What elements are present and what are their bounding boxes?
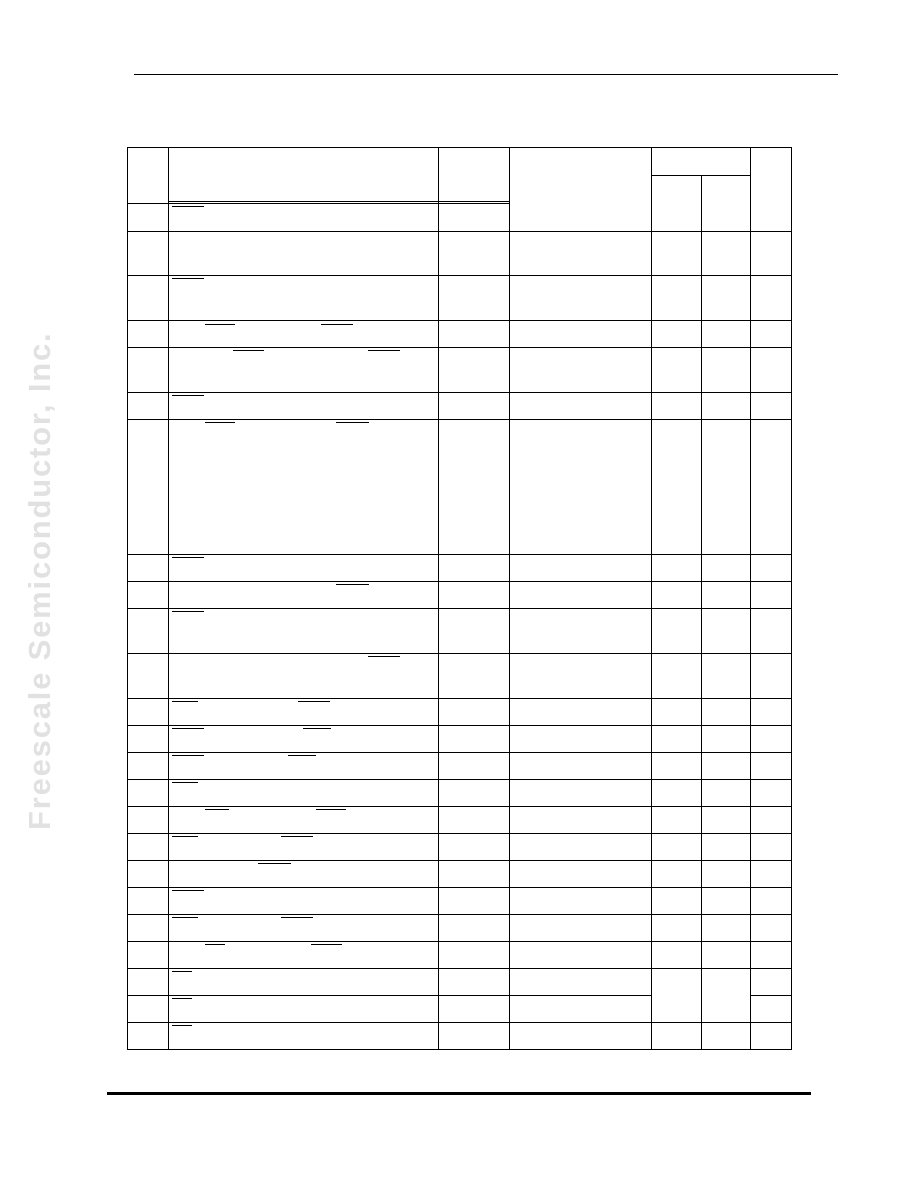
table-row-border [127, 608, 792, 609]
footer-rule [107, 1092, 811, 1095]
table-row-border [127, 725, 792, 726]
overbar-mark [281, 917, 313, 918]
table-column-border [701, 175, 702, 1050]
table-row-border [127, 392, 792, 393]
overbar-mark [172, 611, 204, 612]
spec-table [127, 147, 791, 1049]
table-row-border [127, 581, 792, 582]
table-row-border [127, 968, 792, 969]
overbar-mark [172, 278, 204, 279]
overbar-mark [298, 701, 330, 702]
table-row-border [127, 554, 792, 555]
table-row-border [127, 806, 792, 807]
table-column-border [651, 147, 652, 1050]
table-row-border [127, 914, 792, 915]
overbar-mark [281, 836, 313, 837]
overbar-mark [258, 863, 291, 864]
overbar-mark [311, 944, 342, 945]
table-top-border [127, 147, 792, 148]
overbar-mark [172, 701, 198, 702]
table-row-border [127, 231, 792, 232]
table-row-border [750, 995, 792, 996]
table-row-border [127, 995, 652, 996]
table-row-border [127, 833, 792, 834]
overbar-mark [172, 998, 192, 999]
overbar-mark [233, 350, 264, 351]
table-row-border [127, 887, 792, 888]
table-row-border [127, 1022, 792, 1023]
overbar-mark [336, 422, 369, 423]
table-row-border [127, 779, 792, 780]
table-column-border [438, 147, 439, 1050]
table-row-border [127, 653, 792, 654]
overbar-mark [336, 584, 369, 585]
overbar-mark [205, 944, 225, 945]
overbar-mark [303, 728, 331, 729]
table-row-border [127, 860, 792, 861]
header-divider [168, 201, 510, 202]
overbar-mark [172, 557, 204, 558]
overbar-mark [205, 324, 235, 325]
overbar-mark [321, 324, 353, 325]
watermark-text: Freescale Semiconductor, Inc. [22, 331, 57, 830]
overbar-mark [172, 971, 192, 972]
table-row-border [127, 275, 792, 276]
overbar-mark [316, 809, 346, 810]
table-row-border [127, 698, 792, 699]
table-row-border [127, 941, 792, 942]
table-column-border [168, 147, 169, 1050]
table-column-border [750, 147, 751, 1050]
header-rule [134, 74, 838, 75]
overbar-mark [368, 350, 400, 351]
overbar-mark [172, 206, 204, 207]
overbar-mark [205, 809, 229, 810]
table-row-border [127, 347, 792, 348]
header-row-border [127, 203, 510, 204]
overbar-mark [172, 836, 198, 837]
table-bottom-border [127, 1049, 792, 1050]
table-row-border [127, 752, 792, 753]
overbar-mark [172, 395, 204, 396]
overbar-mark [172, 728, 204, 729]
overbar-mark [288, 755, 316, 756]
table-row-border [127, 419, 792, 420]
overbar-mark [368, 656, 400, 657]
overbar-mark [205, 422, 235, 423]
overbar-mark [172, 782, 198, 783]
table-row-border [127, 320, 792, 321]
overbar-mark [172, 1025, 192, 1026]
overbar-mark [172, 755, 204, 756]
overbar-mark [172, 917, 198, 918]
table-column-border [509, 147, 510, 1050]
overbar-mark [172, 890, 204, 891]
